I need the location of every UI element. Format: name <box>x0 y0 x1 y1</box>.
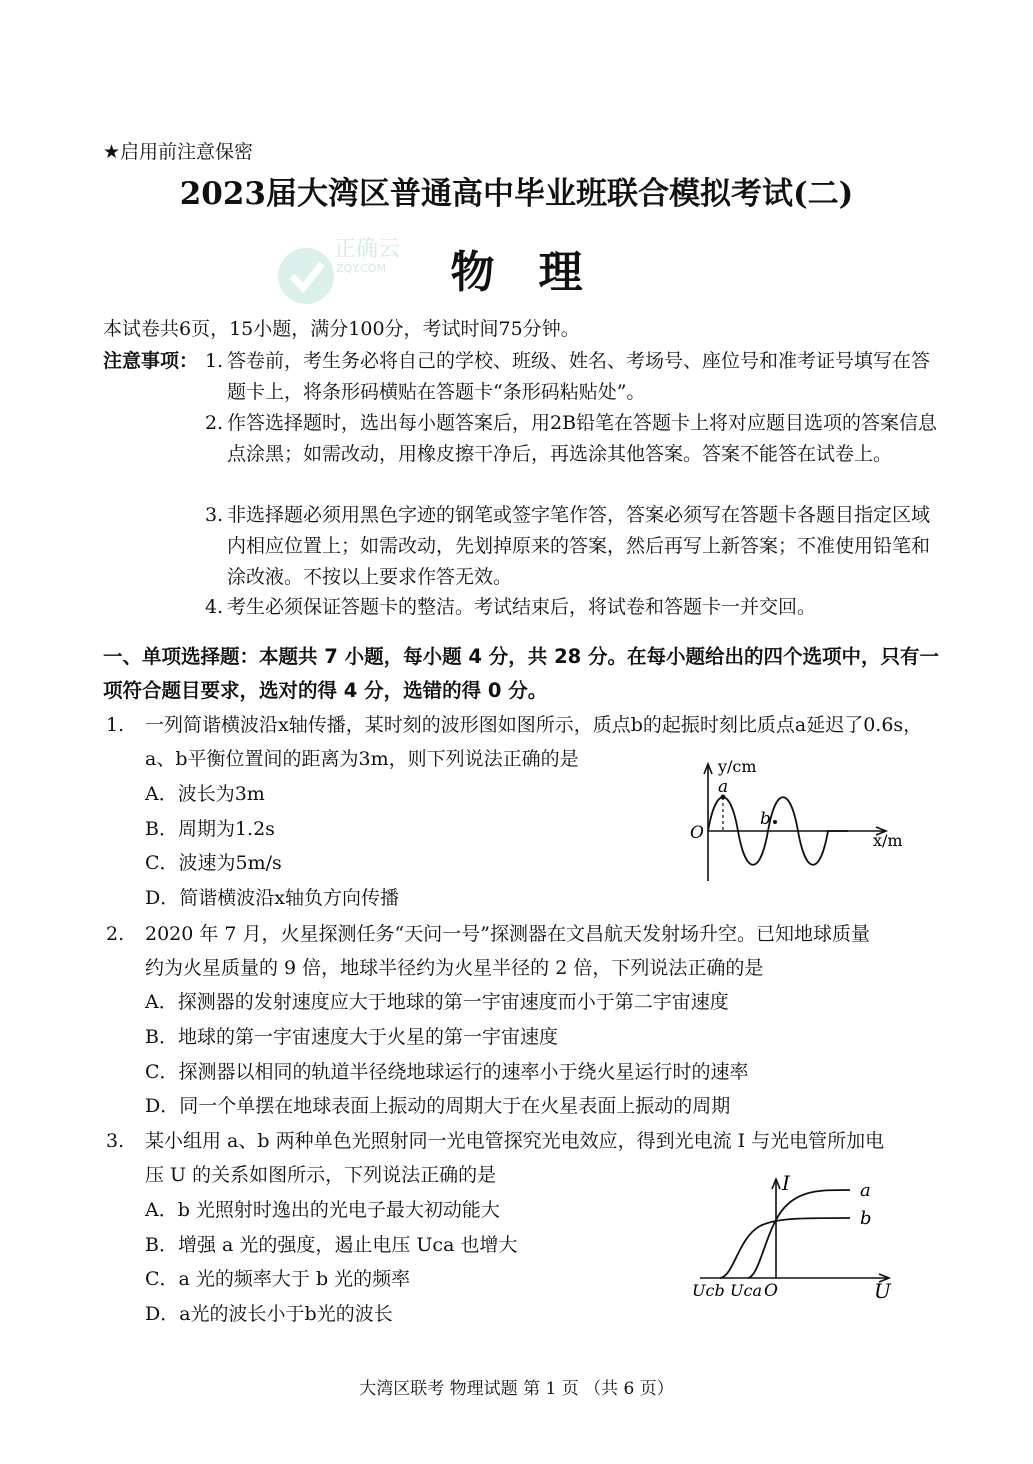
section-heading: 一、单项选择题：本题共 7 小题，每小题 4 分，共 28 分。在每小题给出的四个选项中，只有一项符合题目要求，选对的得 4 分，选错的得 0 分。 <box>103 645 940 702</box>
curve-b-label: b <box>860 1208 872 1229</box>
option-d: D．同一个单摆在地球表面上振动的周期大于在火星表面上振动的周期 <box>145 1095 731 1117</box>
note-text: 考生必须保证答题卡的整洁。考试结束后，将试卷和答题卡一并交回。 <box>227 596 817 618</box>
question-number: 3. <box>106 1130 125 1152</box>
note-item <box>205 500 950 593</box>
note-item <box>205 346 950 408</box>
question-number: 2. <box>106 923 125 945</box>
option-b: B．周期为1.2s <box>145 818 275 840</box>
option-a: A．探测器的发射速度应大于地球的第一宇宙速度而小于第二宇宙速度 <box>145 991 729 1013</box>
point-b-marker <box>773 820 777 824</box>
note-text: 作答选择题时，选出每小题答案后，用2B铅笔在答题卡上将对应题目选项的答案信息点涂黑；如需改动，用橡皮擦干净后，再选涂其他答案。答案不能答在试卷上。 <box>227 412 938 465</box>
option-c: C．波速为5m/s <box>145 852 282 874</box>
curve-b <box>720 1218 850 1278</box>
wave-figure <box>680 756 920 886</box>
note-item <box>205 408 950 470</box>
note-item <box>205 592 950 623</box>
option-d: D．简谐横波沿x轴负方向传播 <box>145 887 399 909</box>
notes-label: 注意事项： <box>103 350 199 372</box>
option-a: A．b 光照射时逸出的光电子最大初动能大 <box>145 1199 500 1221</box>
photoelectric-figure <box>680 1168 910 1303</box>
confidential-notice: ★启用前注意保密 <box>103 141 254 163</box>
note-text: 答卷前，考生务必将自己的学校、班级、姓名、考场号、座位号和准考证号填写在答题卡上，将条形码横贴在答题卡“条形码粘贴处”。 <box>227 350 931 403</box>
u-axis-label: U <box>874 1279 891 1303</box>
uca-label: Uca <box>730 1281 762 1300</box>
note-number: 4. <box>205 596 224 618</box>
ucb-label: Ucb <box>692 1281 725 1300</box>
option-c: C．探测器以相同的轨道半径绕地球运行的速率小于绕火星运行时的速率 <box>145 1061 749 1083</box>
note-number: 1. <box>205 350 224 372</box>
option-c: C．a 光的频率大于 b 光的频率 <box>145 1268 411 1290</box>
option-a: A．波长为3m <box>145 783 265 805</box>
i-axis-label: I <box>782 1171 790 1195</box>
watermark-brand: 正确云 <box>334 237 401 262</box>
exam-title: 2023届大湾区普通高中毕业班联合模拟考试(二) <box>179 176 854 212</box>
watermark-domain: ZQY.COM <box>336 262 387 275</box>
curve-a-label: a <box>860 1180 871 1201</box>
question-number: 1. <box>106 714 125 736</box>
question-text: 约为火星质量的 9 倍，地球半径约为火星半径的 2 倍，下列说法正确的是 <box>145 957 764 979</box>
subject-title: 物理 <box>450 247 627 298</box>
point-a-label: a <box>718 777 729 797</box>
origin-label: O <box>690 823 704 843</box>
question-text: a、b平衡位置间的距离为3m，则下列说法正确的是 <box>145 748 579 770</box>
point-b-label: b <box>760 809 771 829</box>
curve-a <box>748 1190 850 1278</box>
exam-intro: 本试卷共6页，15小题，满分100分，考试时间75分钟。 <box>103 318 580 340</box>
note-number: 2. <box>205 412 224 434</box>
question-text: 2020 年 7 月，火星探测任务“天问一号”探测器在文昌航天发射场升空。已知地球质量 <box>145 923 870 945</box>
option-b: B．增强 a 光的强度，遏止电压 Uca 也增大 <box>145 1234 518 1256</box>
question-text: 某小组用 a、b 两种单色光照射同一光电管探究光电效应，得到光电流 I 与光电管所加电 <box>145 1130 885 1152</box>
y-axis-label: y/cm <box>718 757 757 776</box>
question-text: 一列简谐横波沿x轴传播，某时刻的波形图如图所示，质点b的起振时刻比质点a延迟了0.6s， <box>145 714 923 736</box>
option-b: B．地球的第一宇宙速度大于火星的第一宇宙速度 <box>145 1026 558 1048</box>
question-text: 压 U 的关系如图所示，下列说法正确的是 <box>145 1164 497 1186</box>
option-d: D．a光的波长小于b光的波长 <box>145 1303 393 1325</box>
x-axis-label: x/m <box>873 831 903 850</box>
note-text: 非选择题必须用黑色字迹的钢笔或签字笔作答，答案必须写在答题卡各题目指定区域内相应位置上；如需改动，先划掉原来的答案，然后再写上新答案；不准使用铅笔和涂改液。不按以上要求作答无效。 <box>227 504 931 588</box>
origin-label: O <box>764 1281 778 1301</box>
note-number: 3. <box>205 504 224 526</box>
page-footer: 大湾区联考 物理试题 第 1 页 （共 6 页） <box>359 1379 674 1399</box>
